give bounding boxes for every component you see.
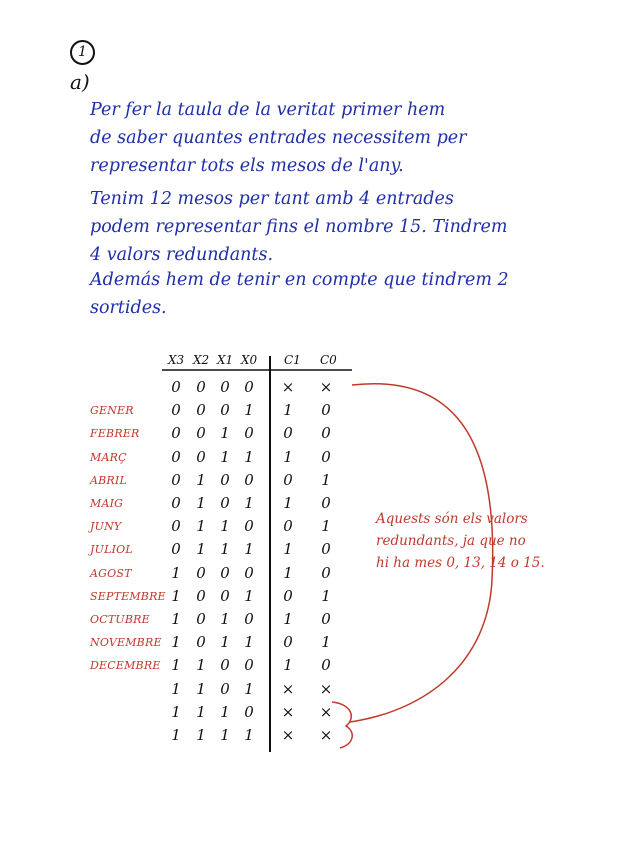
input-bit: 0 — [171, 470, 181, 489]
input-bit: 0 — [244, 378, 254, 396]
input-bit: 1 — [244, 679, 254, 698]
output-bit: 1 — [321, 586, 331, 605]
input-bit: 0 — [171, 401, 181, 420]
input-bit: 0 — [220, 470, 230, 489]
input-bit: 1 — [220, 447, 230, 466]
input-bit: 0 — [196, 633, 206, 652]
output-bit: × — [281, 702, 295, 721]
input-bit: 1 — [171, 702, 181, 721]
month-label: OCTUBRE — [90, 613, 150, 626]
output-bit: × — [319, 679, 333, 698]
problem-number: 1 — [70, 40, 95, 65]
input-bit: 0 — [171, 517, 181, 536]
output-bit: × — [319, 378, 333, 396]
month-label: SEPTEMBRE — [90, 589, 166, 603]
output-bit: 0 — [321, 494, 331, 512]
output-bit: 1 — [283, 610, 293, 628]
paragraph-line: de saber quantes entrades necessitem per — [90, 128, 467, 148]
input-bit: 0 — [244, 610, 254, 628]
month-label: MAIG — [90, 497, 124, 510]
output-bit: 1 — [321, 633, 331, 652]
input-bit: 1 — [171, 679, 181, 698]
output-bit: 0 — [321, 563, 331, 582]
paragraph-line: representar tots els mesos de l'any. — [90, 156, 404, 176]
input-bit: 1 — [196, 702, 206, 721]
paragraph-line: Per fer la taula de la veritat primer hem — [90, 100, 446, 120]
input-bit: 0 — [220, 679, 230, 698]
paragraph-line: podem representar fins el nombre 15. Tindrem — [90, 217, 508, 237]
input-bit: 1 — [196, 540, 206, 559]
output-bit: 0 — [283, 586, 293, 605]
output-bit: × — [281, 679, 295, 698]
input-bit: 1 — [171, 633, 181, 652]
output-bit: 0 — [321, 401, 331, 420]
output-bit: × — [319, 726, 333, 744]
part-label: a) — [70, 70, 90, 94]
input-bit: 0 — [244, 470, 254, 489]
paragraph-line: sortides. — [90, 298, 167, 318]
paragraph-line: 4 valors redundants. — [90, 245, 274, 265]
input-bit: 1 — [244, 447, 254, 466]
input-bit: 1 — [220, 633, 230, 652]
header-x3: X3 — [168, 353, 185, 367]
input-bit: 0 — [244, 702, 254, 721]
output-bit: 1 — [283, 656, 293, 675]
output-bit: 0 — [321, 540, 331, 559]
input-bit: 1 — [244, 540, 254, 559]
header-c1: C1 — [284, 353, 301, 367]
header-x0: X0 — [241, 353, 258, 367]
header-x1: X1 — [217, 353, 234, 367]
paragraph-line: Además hem de tenir en compte que tindrem 2 — [90, 270, 509, 290]
input-bit: 0 — [244, 517, 254, 536]
output-bit: 0 — [283, 633, 293, 652]
input-bit: 0 — [196, 424, 206, 443]
input-bit: 1 — [220, 610, 230, 628]
input-bit: 1 — [220, 540, 230, 559]
input-bit: 1 — [196, 470, 206, 489]
output-bit: 1 — [283, 447, 293, 466]
output-bit: 1 — [283, 540, 293, 559]
input-bit: 0 — [171, 378, 181, 396]
input-bit: 1 — [220, 517, 230, 536]
redundant-brace — [332, 702, 352, 748]
output-bit: 0 — [321, 447, 331, 466]
input-bit: 1 — [196, 656, 206, 675]
input-bit: 0 — [220, 378, 230, 396]
input-bit: 1 — [196, 517, 206, 536]
input-bit: 1 — [220, 702, 230, 721]
input-bit: 0 — [220, 656, 230, 675]
output-bit: 1 — [283, 563, 293, 582]
input-bit: 0 — [196, 563, 206, 582]
output-bit: 1 — [321, 517, 331, 536]
paragraph-line: Tenim 12 mesos per tant amb 4 entrades — [90, 189, 454, 209]
input-bit: 0 — [196, 447, 206, 466]
input-bit: 0 — [220, 586, 230, 605]
month-label: JUNY — [90, 520, 122, 534]
input-bit: 1 — [220, 726, 230, 744]
output-bit: 0 — [321, 610, 331, 628]
input-bit: 0 — [220, 401, 230, 420]
input-bit: 1 — [171, 563, 181, 582]
output-bit: 0 — [283, 517, 293, 536]
month-label: GENER — [90, 404, 134, 418]
input-bit: 0 — [196, 586, 206, 605]
header-c0: C0 — [320, 353, 337, 367]
output-bit: 1 — [283, 494, 293, 512]
input-bit: 1 — [171, 610, 181, 628]
input-bit: 1 — [244, 633, 254, 652]
note-line: redundants, ja que no — [376, 533, 526, 549]
input-bit: 0 — [171, 424, 181, 443]
input-bit: 1 — [171, 656, 181, 675]
input-bit: 0 — [220, 494, 230, 512]
output-bit: × — [281, 378, 295, 396]
input-bit: 1 — [244, 586, 254, 605]
input-bit: 0 — [244, 424, 254, 443]
month-label: DECEMBRE — [90, 659, 161, 673]
output-bit: 0 — [321, 424, 331, 443]
input-bit: 0 — [171, 494, 181, 512]
month-label: MARÇ — [90, 450, 127, 464]
input-bit: 0 — [244, 656, 254, 675]
input-bit: 0 — [244, 563, 254, 582]
input-bit: 1 — [244, 401, 254, 420]
input-bit: 1 — [196, 494, 206, 512]
input-bit: 0 — [171, 447, 181, 466]
input-bit: 1 — [244, 726, 254, 744]
input-bit: 1 — [171, 586, 181, 605]
output-bit: 0 — [283, 470, 293, 489]
input-bit: 1 — [244, 494, 254, 512]
input-bit: 0 — [220, 563, 230, 582]
header-x2: X2 — [193, 353, 210, 367]
input-bit: 0 — [196, 401, 206, 420]
note-line: Aquests són els valors — [376, 511, 528, 527]
output-bit: 0 — [283, 424, 293, 443]
output-bit: 0 — [321, 656, 331, 675]
input-bit: 0 — [196, 378, 206, 396]
input-bit: 1 — [220, 424, 230, 443]
input-bit: 0 — [196, 610, 206, 628]
output-bit: × — [281, 726, 295, 744]
input-bit: 1 — [196, 679, 206, 698]
note-line: hi ha mes 0, 13, 14 o 15. — [376, 555, 545, 571]
month-label: AGOST — [90, 566, 132, 580]
input-bit: 1 — [196, 726, 206, 744]
month-label: JULIOL — [90, 543, 133, 557]
output-bit: 1 — [321, 470, 331, 489]
output-bit: 1 — [283, 401, 293, 420]
input-bit: 0 — [171, 540, 181, 559]
month-label: NOVEMBRE — [90, 636, 162, 650]
input-bit: 1 — [171, 726, 181, 744]
month-label: ABRIL — [90, 473, 127, 487]
output-bit: × — [319, 702, 333, 721]
redundant-arrow-line — [350, 384, 493, 722]
month-label: FEBRER — [90, 427, 140, 441]
